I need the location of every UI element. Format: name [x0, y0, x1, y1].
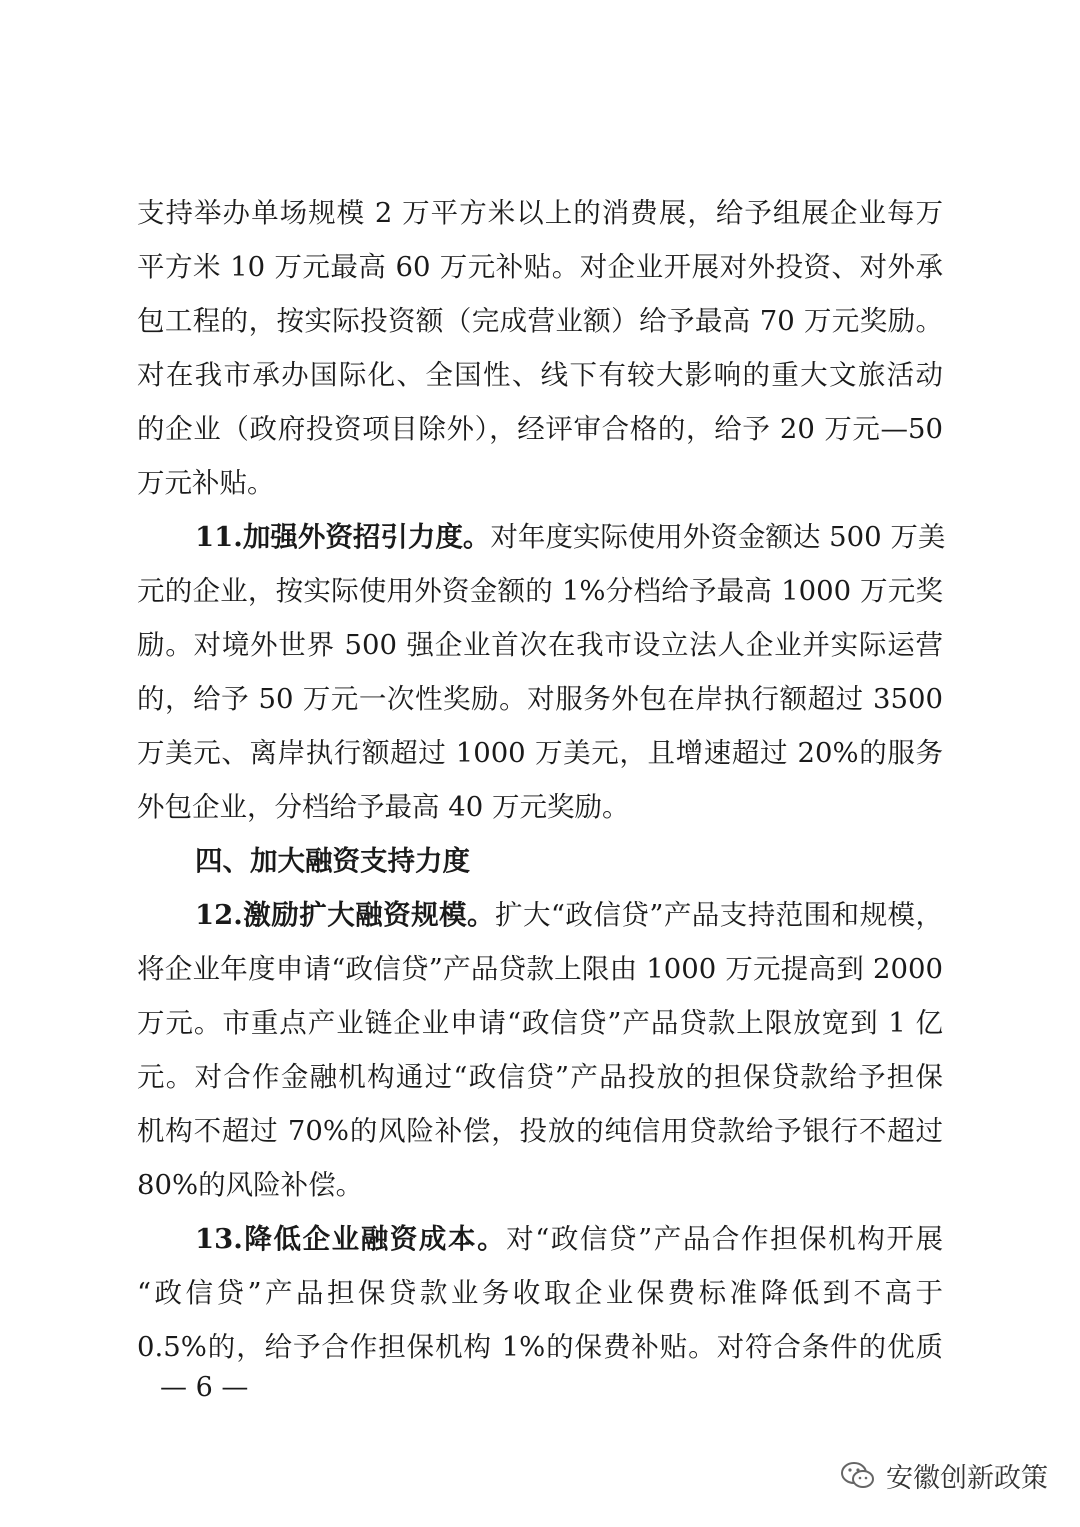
- paragraph-line: “政信贷”产品担保贷款业务收取企业保费标准降低到不高于: [137, 1277, 943, 1309]
- paragraph-line: 对在我市承办国际化、全国性、线下有较大影响的重大文旅活动: [137, 359, 943, 391]
- paragraph-line: 万元补贴。: [137, 467, 275, 499]
- paragraph-line: 机构不超过 70%的风险补偿，投放的纯信用贷款给予银行不超过: [137, 1115, 943, 1147]
- paragraph-line: 80%的风险补偿。: [137, 1169, 364, 1201]
- watermark: [838, 1455, 1048, 1495]
- item-12-text: 扩大“政信贷”产品支持范围和规模，: [494, 899, 944, 931]
- item-13-title: 13.降低企业融资成本。: [195, 1223, 507, 1255]
- page-number: — 6 —: [160, 1372, 249, 1403]
- paragraph-line: 0.5%的，给予合作担保机构 1%的保费补贴。对符合条件的优质: [137, 1331, 943, 1363]
- paragraph-line: 元。对合作金融机构通过“政信贷”产品投放的担保贷款给予担保: [137, 1061, 943, 1093]
- section-heading: 四、加大融资支持力度: [195, 845, 470, 877]
- paragraph-line: 的企业（政府投资项目除外），经评审合格的，给予 20 万元—50: [137, 413, 943, 445]
- paragraph-line: 的，给予 50 万元一次性奖励。对服务外包在岸执行额超过 3500: [137, 683, 943, 715]
- paragraph-line: 将企业年度申请“政信贷”产品贷款上限由 1000 万元提高到 2000: [137, 953, 943, 985]
- paragraph-line: 万元。市重点产业链企业申请“政信贷”产品贷款上限放宽到 1 亿: [137, 1007, 943, 1039]
- item-11-text: 对年度实际使用外资金额达 500 万美: [490, 521, 946, 553]
- wechat-icon: [838, 1455, 878, 1495]
- item-13-first-line: [195, 1219, 943, 1259]
- paragraph-line: 元的企业，按实际使用外资金额的 1%分档给予最高 1000 万元奖: [137, 575, 943, 607]
- paragraph-line: 万美元、离岸执行额超过 1000 万美元，且增速超过 20%的服务: [137, 737, 943, 769]
- paragraph-line: 包工程的，按实际投资额（完成营业额）给予最高 70 万元奖励。: [137, 305, 943, 337]
- watermark-text: 安徽创新政策: [886, 1462, 1048, 1494]
- item-13-text: 对“政信贷”产品合作担保机构开展: [506, 1223, 943, 1255]
- item-11-first-line: [195, 517, 946, 557]
- paragraph-line: 支持举办单场规模 2 万平方米以上的消费展，给予组展企业每万: [137, 197, 943, 229]
- item-11-title: 11.加强外资招引力度。: [195, 521, 491, 553]
- item-12-title: 12.激励扩大融资规模。: [195, 899, 495, 931]
- item-12-first-line: [195, 895, 943, 935]
- paragraph-line: 平方米 10 万元最高 60 万元补贴。对企业开展对外投资、对外承: [137, 251, 943, 283]
- paragraph-line: 外包企业，分档给予最高 40 万元奖励。: [137, 791, 630, 823]
- paragraph-line: 励。对境外世界 500 强企业首次在我市设立法人企业并实际运营: [137, 629, 943, 661]
